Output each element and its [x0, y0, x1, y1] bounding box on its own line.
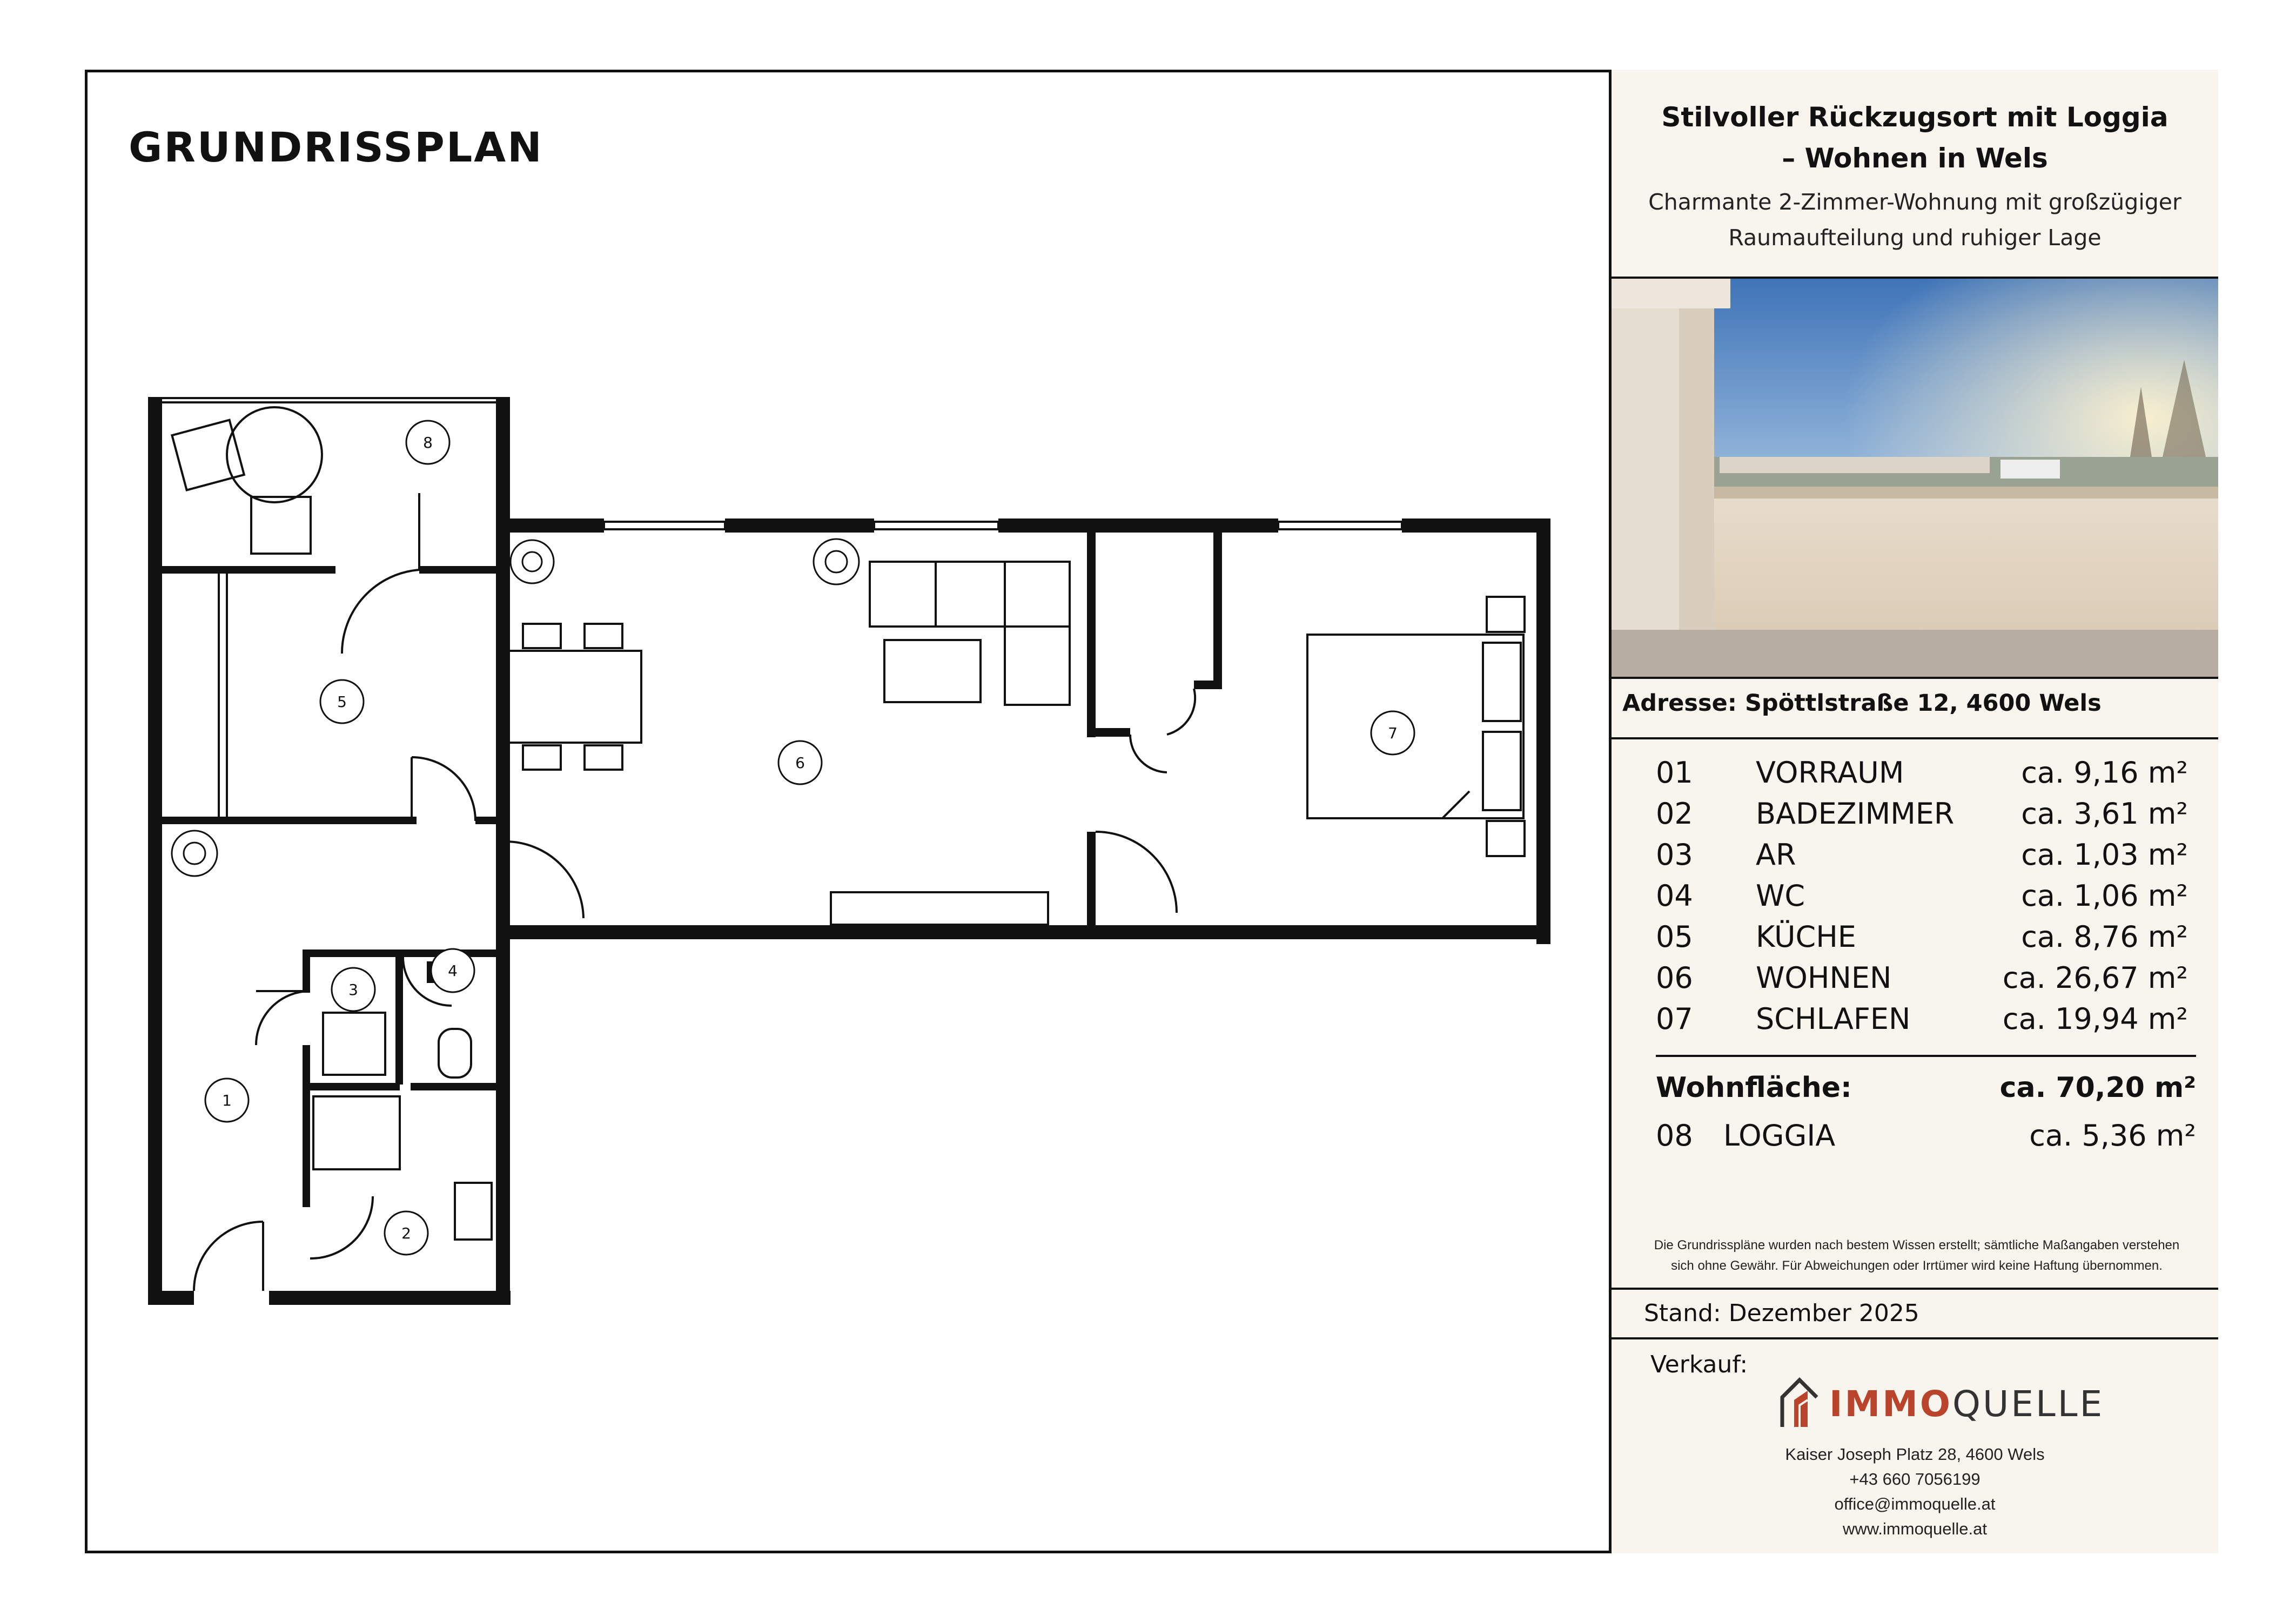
room-area: ca. 5,36 m² [2029, 1119, 2196, 1153]
loggia-table [227, 407, 322, 502]
room-row [1656, 920, 2188, 961]
summary-divider [1656, 1055, 2196, 1057]
door-swing [194, 1222, 263, 1291]
contact-phone[interactable]: +43 660 7056199 [1849, 1470, 1981, 1489]
room-row [1656, 838, 2188, 879]
room-row [1656, 756, 2188, 797]
washbasin [455, 1183, 492, 1240]
chair [585, 624, 622, 648]
wall [1087, 532, 1096, 737]
wall [303, 949, 505, 957]
room-name: WOHNEN [1756, 961, 1892, 995]
room-label-6: 6 [795, 754, 805, 772]
room-name: BADEZIMMER [1756, 797, 1955, 831]
room-area: ca. 8,76 m² [2021, 920, 2188, 954]
door-swing [506, 841, 583, 918]
wall [725, 518, 874, 533]
room-number: 02 [1656, 797, 1693, 831]
disclaimer-line2: sich ohne Gewähr. Für Abweichungen oder Irrtümer wird keine Haftung übernommen. [1671, 1258, 2163, 1273]
wall [395, 949, 403, 1085]
coffee-table [884, 640, 981, 702]
room-label-2: 2 [401, 1224, 411, 1242]
contact-email[interactable]: office@immoquelle.at [1834, 1494, 1996, 1513]
door-swing [1167, 689, 1195, 735]
chair [585, 745, 622, 770]
toilet [439, 1029, 471, 1077]
door-swing [1096, 832, 1177, 913]
door-swing [310, 1196, 373, 1258]
room-area: ca. 9,16 m² [2021, 756, 2188, 790]
window [874, 522, 998, 529]
wall [496, 397, 510, 1305]
summary-area: ca. 70,20 m² [1999, 1072, 2196, 1104]
sofa-chaise [1005, 627, 1070, 705]
divider [1612, 677, 2218, 679]
bed [1307, 635, 1523, 818]
wall [475, 817, 500, 824]
wall [496, 925, 1550, 939]
lounge-chair [251, 497, 311, 554]
room-name: VORRAUM [1756, 756, 1904, 790]
subtitle-line2: Raumaufteilung und ruhiger Lage [1728, 225, 2102, 251]
room-name: SCHLAFEN [1756, 1002, 1911, 1036]
wall [303, 1045, 310, 1169]
room-label-3: 3 [348, 981, 358, 999]
wall [1092, 728, 1130, 737]
room-label-4: 4 [448, 962, 458, 980]
property-subtitle [1612, 184, 2218, 255]
wall [1194, 681, 1222, 689]
disclaimer [1622, 1235, 2211, 1276]
sideboard [831, 892, 1048, 925]
room-label-7: 7 [1388, 724, 1398, 742]
loggia-row [1656, 1119, 2196, 1153]
room-name: KÜCHE [1756, 920, 1856, 954]
contact-website[interactable]: www.immoquelle.at [1842, 1519, 1988, 1538]
room-area: ca. 26,67 m² [2002, 961, 2188, 995]
property-title-line2: – Wohnen in Wels [1782, 143, 2048, 174]
washing-machine [323, 1013, 385, 1075]
room-number: 08 [1656, 1119, 1693, 1153]
house-logo-icon [1778, 1376, 1821, 1430]
room-label-5: 5 [337, 693, 347, 711]
room-row [1656, 961, 2188, 1002]
summary-label: Wohnfläche: [1656, 1072, 1852, 1104]
door-swing [342, 570, 419, 654]
immoquelle-logo [1778, 1376, 2105, 1430]
wall [1402, 518, 1549, 533]
room-row [1656, 1002, 2188, 1043]
room-area: ca. 1,03 m² [2021, 838, 2188, 872]
wall [1213, 532, 1222, 689]
wall [303, 949, 310, 993]
nightstand [1487, 821, 1525, 856]
room-number: 07 [1656, 1002, 1693, 1036]
logo-wordmark [1829, 1383, 2104, 1425]
room-area: ca. 19,94 m² [2002, 1002, 2188, 1036]
wall [303, 1164, 310, 1207]
logo-part1: IMMO [1829, 1383, 1953, 1425]
stand-date: Stand: Dezember 2025 [1644, 1299, 1919, 1327]
chair [523, 745, 561, 770]
window [1278, 522, 1402, 529]
room-number: 03 [1656, 838, 1693, 872]
wall [1536, 518, 1550, 944]
divider [1612, 737, 2218, 739]
loggia-photo [1612, 279, 2218, 677]
nightstand [1487, 597, 1525, 632]
door-swing [256, 991, 310, 1045]
property-title-line1: Stilvoller Rückzugsort mit Loggia [1661, 102, 2169, 133]
plant-icons [172, 539, 859, 876]
living-area-summary [1656, 1072, 2196, 1104]
logo-part2: QUELLE [1952, 1383, 2105, 1425]
address: Adresse: Spöttlstraße 12, 4600 Wels [1622, 690, 2102, 717]
room-name: AR [1756, 838, 1796, 872]
wall [160, 817, 417, 824]
room-number: 04 [1656, 879, 1693, 913]
room-label-8: 8 [423, 434, 433, 452]
contact-address: Kaiser Joseph Platz 28, 4600 Wels [1785, 1445, 2045, 1464]
wall [303, 1083, 400, 1090]
room-number: 05 [1656, 920, 1693, 954]
room-name: LOGGIA [1723, 1119, 1836, 1153]
sofa [870, 562, 1070, 627]
subtitle-line1: Charmante 2-Zimmer-Wohnung mit großzügiger [1648, 189, 2181, 215]
room-area: ca. 1,06 m² [2021, 879, 2188, 913]
room-number: 06 [1656, 961, 1693, 995]
window [604, 522, 725, 529]
shower [313, 1096, 400, 1169]
room-label-1: 1 [222, 1092, 232, 1109]
wall [998, 518, 1278, 533]
door-swing [1130, 735, 1167, 772]
room-row [1656, 797, 2188, 838]
divider [1612, 1337, 2218, 1339]
divider [1612, 1288, 2218, 1290]
property-title [1612, 97, 2218, 179]
wall [1087, 832, 1096, 929]
wall [148, 397, 162, 1300]
room-name: WC [1756, 879, 1805, 913]
disclaimer-line1: Die Grundrisspläne wurden nach bestem Wissen erstellt; sämtliche Maßangaben verstehen [1654, 1238, 2180, 1252]
wall [411, 1083, 502, 1090]
wall [496, 518, 604, 533]
room-row [1656, 879, 2188, 920]
plan-title: GRUNDRISSPLAN [129, 123, 543, 171]
wall [160, 566, 335, 574]
info-sidebar [1609, 70, 2218, 1553]
room-number: 01 [1656, 756, 1693, 790]
wall [269, 1291, 511, 1305]
sales-label: Verkauf: [1650, 1351, 1748, 1378]
chair [523, 624, 561, 648]
wall [148, 1291, 194, 1305]
door-swing [412, 757, 475, 821]
dining-table [509, 651, 641, 743]
wall [419, 566, 503, 574]
room-area: ca. 3,61 m² [2021, 797, 2188, 831]
